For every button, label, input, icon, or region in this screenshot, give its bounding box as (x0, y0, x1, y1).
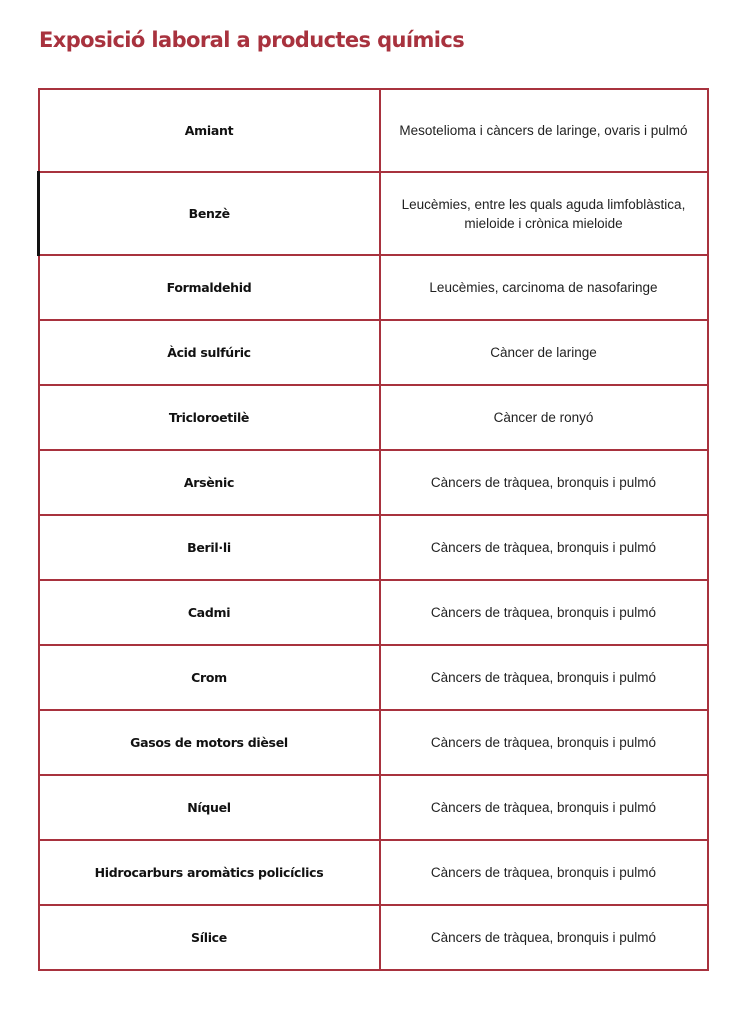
agent-cell: Crom (39, 645, 380, 710)
effect-cell: Leucèmies, carcinoma de nasofaringe (380, 255, 708, 320)
table-row (39, 710, 708, 775)
table-row (39, 320, 708, 385)
table-row (39, 385, 708, 450)
agent-cell: Hidrocarburs aromàtics policíclics (39, 840, 380, 905)
effect-cell: Mesotelioma i càncers de laringe, ovaris i pulmó (380, 89, 708, 172)
effect-cell: Càncers de tràquea, bronquis i pulmó (380, 710, 708, 775)
effect-cell: Càncers de tràquea, bronquis i pulmó (380, 840, 708, 905)
table-row (39, 450, 708, 515)
chemical-exposure-table (37, 88, 709, 971)
table-row (39, 840, 708, 905)
table-row (39, 905, 708, 970)
agent-cell: Níquel (39, 775, 380, 840)
agent-cell: Àcid sulfúric (39, 320, 380, 385)
agent-cell: Gasos de motors dièsel (39, 710, 380, 775)
table-row (39, 172, 708, 255)
effect-cell: Càncer de laringe (380, 320, 708, 385)
agent-cell: Beril·li (39, 515, 380, 580)
agent-cell: Formaldehid (39, 255, 380, 320)
agent-cell: Cadmi (39, 580, 380, 645)
agent-cell: Benzè (39, 172, 380, 255)
effect-cell: Càncers de tràquea, bronquis i pulmó (380, 645, 708, 710)
effect-cell: Càncers de tràquea, bronquis i pulmó (380, 450, 708, 515)
agent-cell: Arsènic (39, 450, 380, 515)
effect-cell: Càncers de tràquea, bronquis i pulmó (380, 580, 708, 645)
agent-cell: Sílice (39, 905, 380, 970)
effect-cell: Leucèmies, entre les quals aguda limfoblàstica, mieloide i crònica mieloide (380, 172, 708, 255)
table-row (39, 645, 708, 710)
page-title: Exposició laboral a productes químics (39, 28, 465, 52)
table-row (39, 515, 708, 580)
agent-cell: Amiant (39, 89, 380, 172)
effect-cell: Càncers de tràquea, bronquis i pulmó (380, 515, 708, 580)
table-row (39, 580, 708, 645)
table-row (39, 89, 708, 172)
table-row (39, 775, 708, 840)
effect-cell: Càncer de ronyó (380, 385, 708, 450)
effect-cell: Càncers de tràquea, bronquis i pulmó (380, 775, 708, 840)
agent-cell: Tricloroetilè (39, 385, 380, 450)
effect-cell: Càncers de tràquea, bronquis i pulmó (380, 905, 708, 970)
table-row (39, 255, 708, 320)
